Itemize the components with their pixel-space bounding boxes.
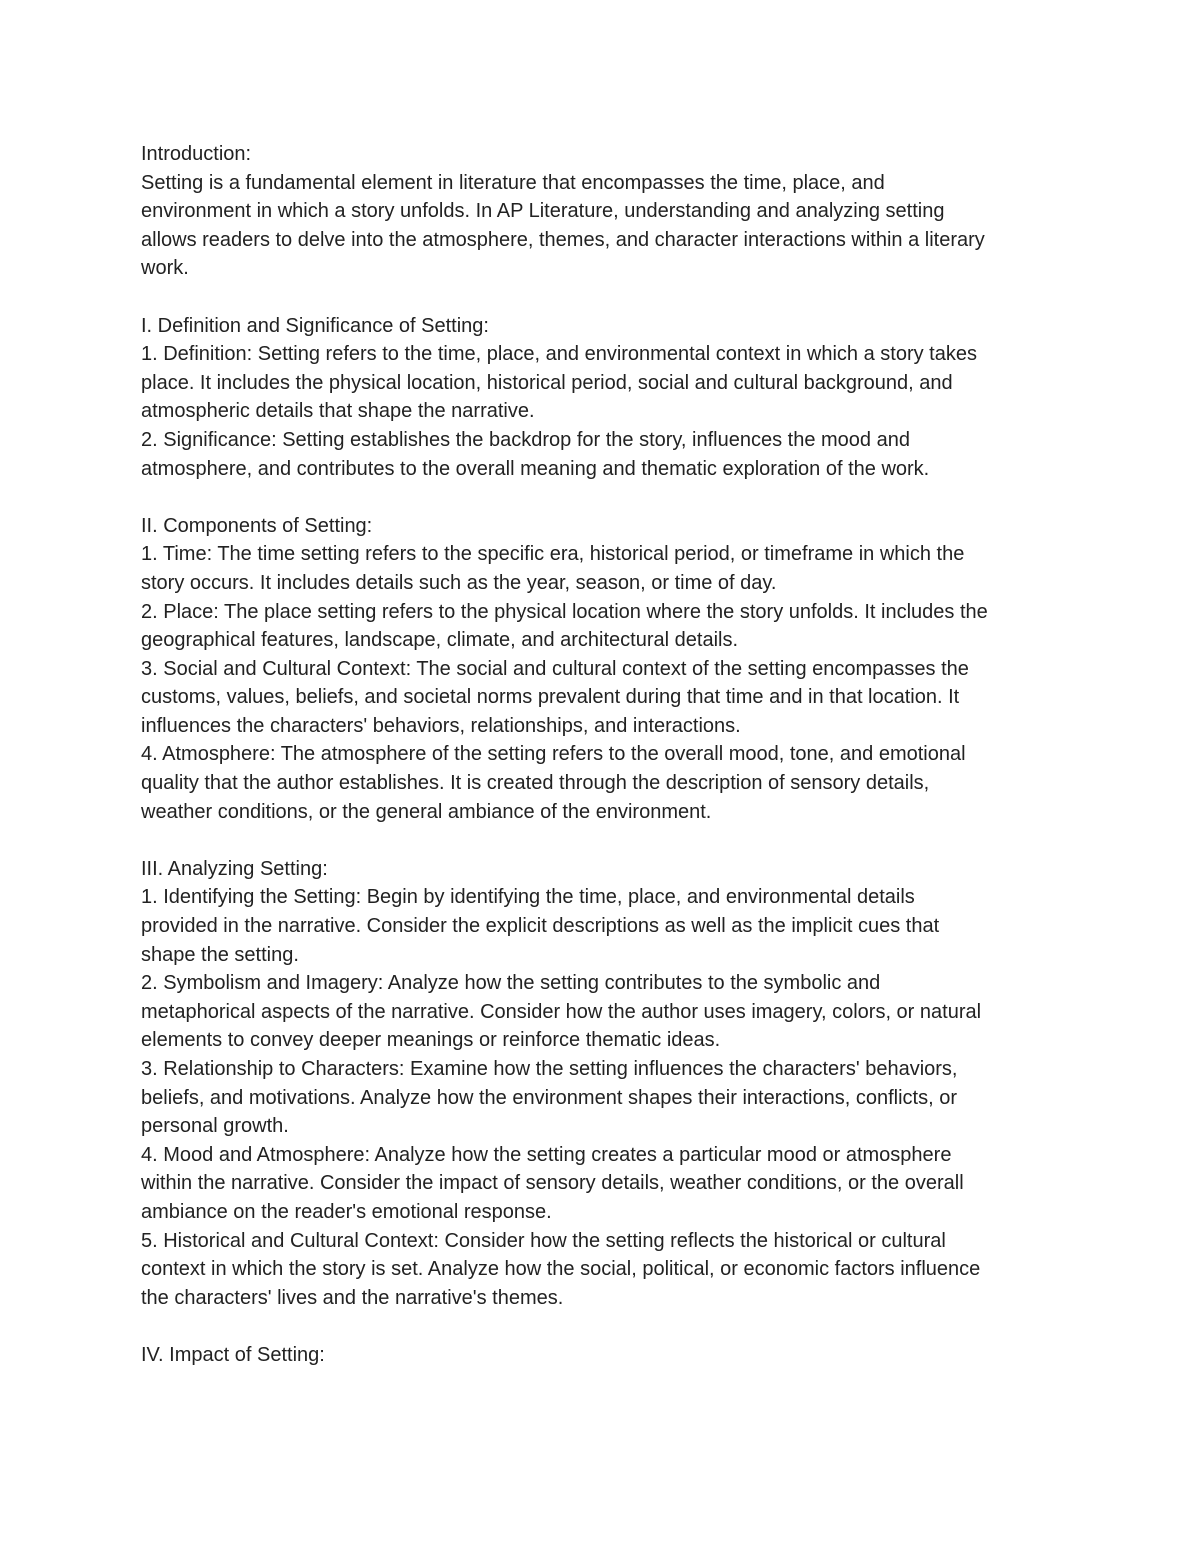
section-line: context in which the story is set. Analyze how the social, political, or economic factors influence [141, 1258, 981, 1281]
section-line: 1. Time: The time setting refers to the specific era, historical period, or timeframe in which the [141, 543, 965, 566]
section-line: 1. Definition: Setting refers to the time, place, and environmental context in which a story takes [141, 343, 977, 366]
section-line: shape the setting. [141, 943, 299, 966]
intro-line: allows readers to delve into the atmosphere, themes, and character interactions within a literary [141, 228, 985, 251]
section-definition [141, 312, 1066, 484]
intro-line: work. [141, 257, 189, 280]
section-line: 1. Identifying the Setting: Begin by identifying the time, place, and environmental details [141, 886, 915, 909]
section-line: 3. Relationship to Characters: Examine how the setting influences the characters' behaviors, [141, 1058, 958, 1080]
intro-line: environment in which a story unfolds. In AP Literature, understanding and analyzing setting [141, 200, 945, 223]
section-heading: I. Definition and Significance of Setting: [141, 314, 489, 337]
section-line: within the narrative. Consider the impact of sensory details, weather conditions, or the overall [141, 1172, 964, 1195]
section-line: personal growth. [141, 1115, 289, 1138]
section-impact [141, 1341, 1066, 1370]
section-line: quality that the author establishes. It is created through the description of sensory details, [141, 772, 930, 795]
document-page [141, 140, 1066, 1370]
section-line: story occurs. It includes details such as the year, season, or time of day. [141, 571, 777, 594]
section-line: 2. Place: The place setting refers to the physical location where the story unfolds. It includes the [141, 600, 988, 623]
section-line: provided in the narrative. Consider the explicit descriptions as well as the implicit cues that [141, 915, 940, 938]
section-line: atmosphere, and contributes to the overall meaning and thematic exploration of the work. [141, 457, 930, 480]
section-line: atmospheric details that shape the narrative. [141, 400, 535, 423]
section-line: 5. Historical and Cultural Context: Consider how the setting reflects the historical or cultural [141, 1229, 946, 1252]
section-line: 4. Mood and Atmosphere: Analyze how the setting creates a particular mood or atmosphere [141, 1143, 952, 1166]
section-line: influences the characters' behaviors, relationships, and interactions. [141, 714, 741, 737]
section-line: beliefs, and motivations. Analyze how the environment shapes their interactions, conflicts, or [141, 1086, 957, 1109]
section-heading: III. Analyzing Setting: [141, 857, 328, 880]
section-line: ambiance on the reader's emotional response. [141, 1200, 552, 1223]
section-line: 2. Symbolism and Imagery: Analyze how the setting contributes to the symbolic and [141, 972, 881, 995]
section-line: place. It includes the physical location, historical period, social and cultural background, and [141, 371, 953, 394]
paragraph-spacer [141, 483, 1066, 512]
section-line: 4. Atmosphere: The atmosphere of the setting refers to the overall mood, tone, and emotional [141, 743, 966, 766]
paragraph-spacer [141, 1312, 1066, 1341]
section-introduction [141, 140, 1066, 283]
section-line: the characters' lives and the narrative's themes. [141, 1286, 564, 1309]
section-line: geographical features, landscape, climate, and architectural details. [141, 629, 739, 652]
section-heading: IV. Impact of Setting: [141, 1343, 325, 1366]
section-line: metaphorical aspects of the narrative. Consider how the author uses imagery, colors, or natural [141, 1000, 982, 1023]
section-line: elements to convey deeper meanings or reinforce thematic ideas. [141, 1029, 721, 1052]
section-line: 2. Significance: Setting establishes the backdrop for the story, influences the mood and [141, 428, 910, 451]
paragraph-spacer [141, 283, 1066, 312]
intro-line: Setting is a fundamental element in literature that encompasses the time, place, and [141, 171, 885, 194]
section-heading: II. Components of Setting: [141, 514, 373, 537]
section-analyzing [141, 855, 1066, 1313]
section-line: weather conditions, or the general ambiance of the environment. [141, 800, 712, 823]
paragraph-spacer [141, 826, 1066, 855]
intro-heading: Introduction: [141, 143, 252, 165]
section-line: customs, values, beliefs, and societal norms prevalent during that time and in that location. It [141, 686, 960, 709]
section-line: 3. Social and Cultural Context: The social and cultural context of the setting encompasses the [141, 657, 969, 680]
section-components [141, 512, 1066, 827]
